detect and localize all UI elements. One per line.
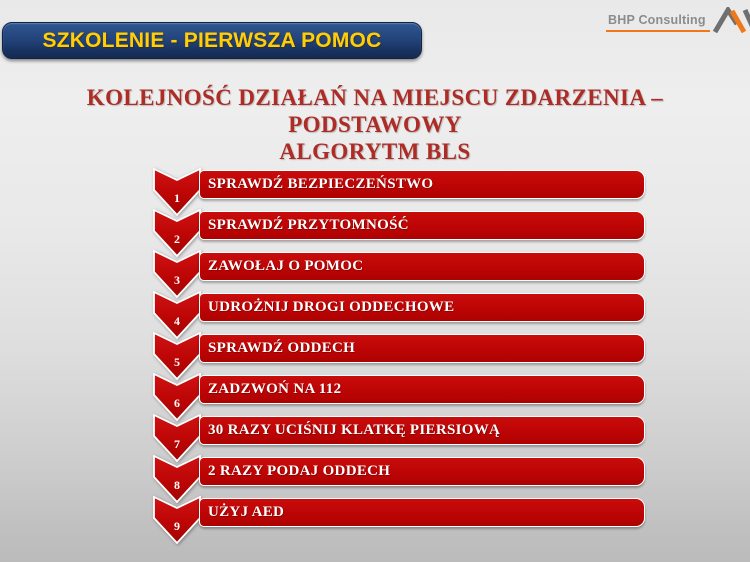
page-title-line1: KOLEJNOŚĆ DZIAŁAŃ NA MIEJSCU ZDARZENIA – PODSTAWOWY (86, 85, 664, 137)
step-number: 8 (174, 478, 180, 492)
step-bar (199, 457, 645, 486)
step-label: SPRAWDŹ ODDECH (208, 340, 356, 356)
step-number: 1 (174, 191, 180, 205)
step-number: 4 (174, 314, 180, 328)
bls-step-list (153, 168, 647, 560)
step-bar (199, 416, 645, 445)
step-chevron-icon (153, 496, 201, 544)
step-bar (199, 293, 645, 322)
banner-title: SZKOLENIE - PIERWSZA POMOC (42, 28, 382, 52)
step-label: UDROŻNIJ DROGI ODDECHOWE (208, 299, 455, 315)
step-number: 9 (174, 519, 180, 533)
banner (2, 22, 422, 59)
step-bar (199, 375, 645, 404)
logo-mark-icon (711, 7, 750, 33)
step-label: ZADZWOŃ NA 112 (208, 381, 342, 397)
step-number: 3 (174, 273, 180, 287)
step-number: 5 (174, 355, 180, 369)
logo-text: BHP Consulting (606, 7, 710, 32)
step-bar (199, 211, 645, 240)
step-bar (199, 252, 645, 281)
step-bar (199, 498, 645, 527)
step-label: SPRAWDŹ BEZPIECZEŃSTWO (208, 176, 434, 192)
step-label: 2 RAZY PODAJ ODDECH (208, 463, 391, 479)
page-title (20, 84, 730, 165)
step-number: 6 (174, 396, 180, 410)
page-title-line2: ALGORYTM BLS (279, 139, 471, 164)
step-number: 2 (174, 232, 180, 246)
logo (606, 7, 750, 33)
step-bar (199, 170, 645, 199)
step-label: SPRAWDŹ PRZYTOMNOŚĆ (208, 217, 409, 233)
step-label: UŻYJ AED (208, 504, 285, 520)
step-bar (199, 334, 645, 363)
step-label: ZAWOŁAJ O POMOC (208, 258, 364, 274)
step-row (153, 496, 647, 544)
step-label: 30 RAZY UCIŚNIJ KLATKĘ PIERSIOWĄ (208, 422, 501, 438)
step-number: 7 (174, 437, 180, 451)
